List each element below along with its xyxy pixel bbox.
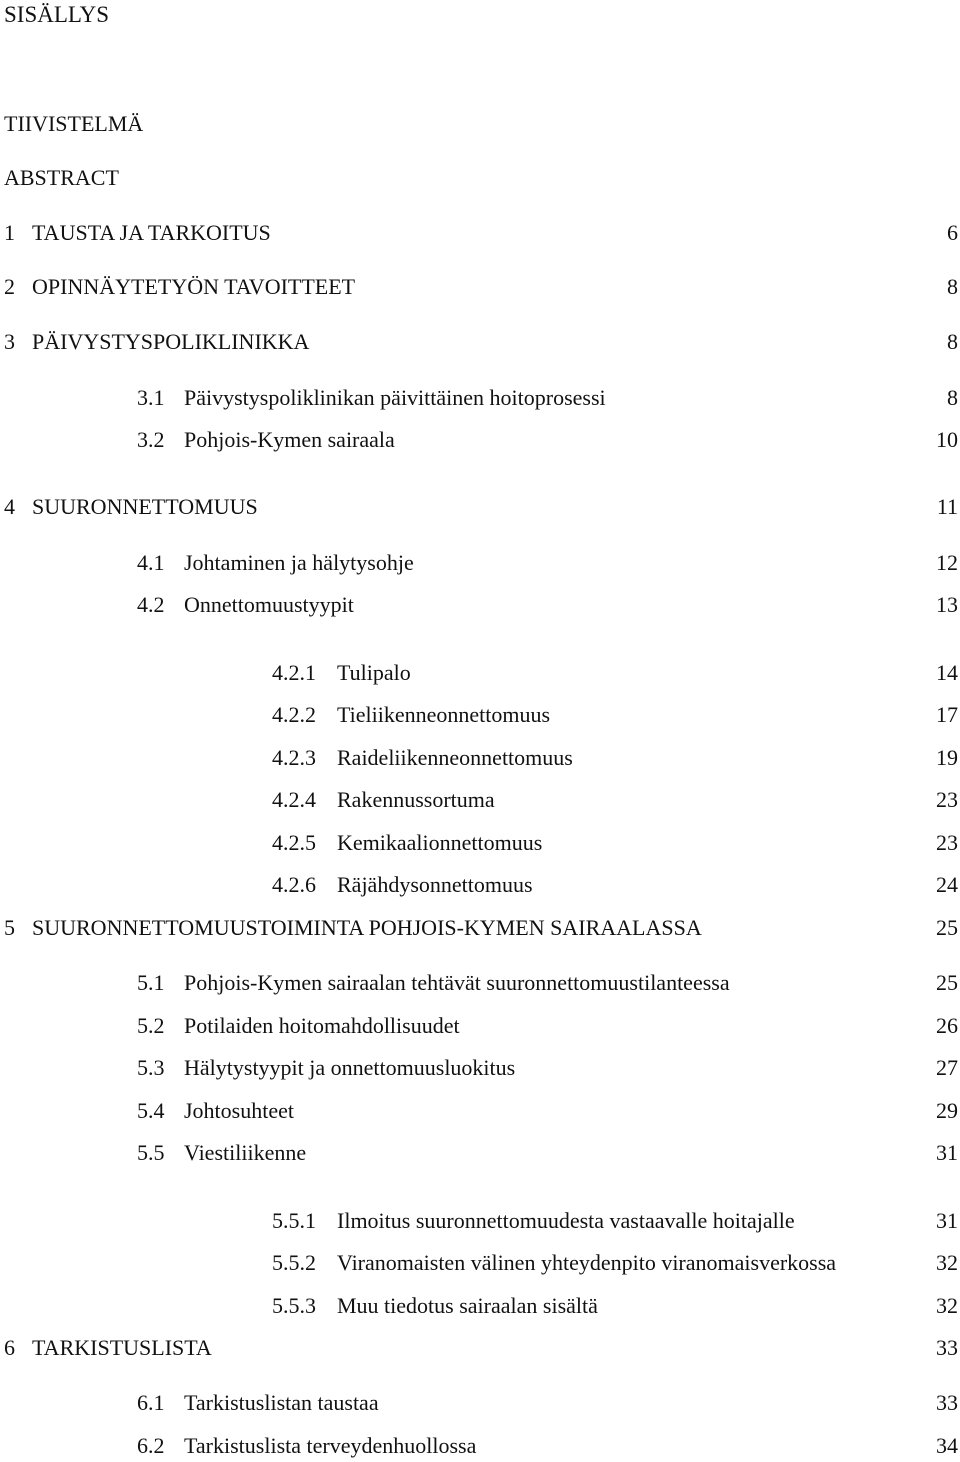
toc-entry-title: Ilmoitus suuronnettomuudesta vastaavalle hoitajalle	[337, 1208, 795, 1233]
toc-entry-page: 14	[936, 660, 958, 685]
toc-entry[interactable]	[0, 1431, 958, 1461]
toc-entry-title: Tarkistuslistan taustaa	[184, 1390, 379, 1415]
toc-entry-title: OPINNÄYTETYÖN TAVOITTEET	[32, 274, 356, 299]
toc-entry-page: 27	[936, 1055, 958, 1080]
toc-entry-number: 4.2.2	[272, 702, 316, 727]
toc-entry-page: 25	[936, 970, 958, 995]
toc-entry-title: TAUSTA JA TARKOITUS	[32, 220, 271, 245]
toc-entry[interactable]	[0, 1138, 958, 1168]
toc-entry-page: 25	[936, 915, 958, 940]
toc-entry-number: 5.5.1	[272, 1208, 316, 1233]
toc-entry-page: 24	[936, 872, 958, 897]
toc-entry[interactable]	[0, 548, 958, 578]
toc-heading: SISÄLLYS	[4, 2, 110, 27]
toc-entry-title: Muu tiedotus sairaalan sisältä	[337, 1293, 598, 1318]
toc-entry[interactable]	[0, 658, 958, 688]
toc-entry-page: 8	[947, 274, 958, 299]
toc-entry-number: 3.2	[137, 427, 165, 452]
toc-entry-title: SUURONNETTOMUUS	[32, 494, 258, 519]
toc-entry[interactable]	[0, 272, 958, 302]
toc-entry-number: 5.5.3	[272, 1293, 316, 1318]
toc-entry[interactable]	[0, 913, 958, 943]
toc-entry-number: 4.2.6	[272, 872, 316, 897]
toc-entry-title: TARKISTUSLISTA	[32, 1335, 212, 1360]
toc-entry-page: 32	[936, 1293, 958, 1318]
toc-entry-title: Johtaminen ja hälytysohje	[184, 550, 414, 575]
toc-entry[interactable]	[0, 218, 958, 248]
toc-entry-number: 5.3	[137, 1055, 165, 1080]
toc-entry[interactable]	[0, 1096, 958, 1126]
toc-entry-title: Tulipalo	[337, 660, 411, 685]
toc-entry-number: 6.2	[137, 1433, 165, 1458]
toc-entry[interactable]	[0, 1291, 958, 1321]
toc-entry-number: 5.2	[137, 1013, 165, 1038]
toc-entry-number: 4.1	[137, 550, 165, 575]
toc-entry-number: 3	[4, 329, 15, 354]
toc-entry-number: 4	[4, 494, 15, 519]
toc-entry[interactable]	[0, 1011, 958, 1041]
toc-entry[interactable]	[0, 1206, 958, 1236]
toc-entry[interactable]	[0, 1333, 958, 1363]
toc-entry-page: 17	[936, 702, 958, 727]
toc-entry-number: 4.2.5	[272, 830, 316, 855]
toc-entry-page: 8	[947, 385, 958, 410]
toc-entry-page: 33	[936, 1335, 958, 1360]
toc-entry-title: Onnettomuustyypit	[184, 592, 354, 617]
toc-entry-title: Päivystyspoliklinikan päivittäinen hoitoprosessi	[184, 385, 606, 410]
toc-entry[interactable]	[0, 425, 958, 455]
toc-entry-title: ABSTRACT	[4, 165, 119, 190]
toc-entry-title: Tieliikenneonnettomuus	[337, 702, 551, 727]
toc-entry-number: 4.2	[137, 592, 165, 617]
toc-entry-number: 1	[4, 220, 15, 245]
toc-entry[interactable]	[0, 163, 958, 193]
toc-entry-number: 5.5	[137, 1140, 165, 1165]
toc-entry-number: 5.4	[137, 1098, 165, 1123]
toc-entry-number: 2	[4, 274, 15, 299]
toc-entry[interactable]	[0, 1248, 958, 1278]
toc-entry-title: Johtosuhteet	[184, 1098, 294, 1123]
toc-entry[interactable]	[0, 1388, 958, 1418]
toc-entry-page: 12	[936, 550, 958, 575]
toc-entry-page: 32	[936, 1250, 958, 1275]
toc-entry-title: SUURONNETTOMUUSTOIMINTA POHJOIS-KYMEN SAIRAALASSA	[32, 915, 702, 940]
toc-entry[interactable]	[0, 383, 958, 413]
toc-entry-page: 23	[936, 830, 958, 855]
toc-entry-number: 3.1	[137, 385, 165, 410]
toc-entry-page: 31	[936, 1140, 958, 1165]
toc-entry[interactable]	[0, 700, 958, 730]
toc-entry[interactable]	[0, 743, 958, 773]
toc-entry-number: 4.2.4	[272, 787, 316, 812]
toc-entry[interactable]	[0, 109, 958, 139]
toc-entry[interactable]	[0, 492, 958, 522]
toc-entry-page: 10	[936, 427, 958, 452]
toc-entry-number: 5.5.2	[272, 1250, 316, 1275]
toc-entry-number: 5.1	[137, 970, 165, 995]
toc-entry-title: Pohjois-Kymen sairaala	[184, 427, 395, 452]
toc-entry-number: 5	[4, 915, 15, 940]
toc-entry[interactable]	[0, 870, 958, 900]
toc-entry[interactable]	[0, 1053, 958, 1083]
toc-entry-title: Hälytystyypit ja onnettomuusluokitus	[184, 1055, 516, 1080]
toc-entry-title: TIIVISTELMÄ	[4, 111, 144, 136]
toc-entry[interactable]	[0, 828, 958, 858]
toc-entry-page: 6	[947, 220, 958, 245]
toc-entry[interactable]	[0, 968, 958, 998]
toc-entry-page: 33	[936, 1390, 958, 1415]
toc-entry[interactable]	[0, 590, 958, 620]
toc-entry[interactable]	[0, 785, 958, 815]
toc-entry-number: 6.1	[137, 1390, 165, 1415]
toc-entry-title: Potilaiden hoitomahdollisuudet	[184, 1013, 460, 1038]
toc-entry-title: Pohjois-Kymen sairaalan tehtävät suuronnettomuustilanteessa	[184, 970, 730, 995]
toc-entry-page: 23	[936, 787, 958, 812]
toc-entry-title: Rakennussortuma	[337, 787, 495, 812]
toc-entry-number: 4.2.3	[272, 745, 316, 770]
toc-entry-title: Räjähdysonnettomuus	[337, 872, 533, 897]
toc-entry-title: Tarkistuslista terveydenhuollossa	[184, 1433, 477, 1458]
toc-entry-page: 31	[936, 1208, 958, 1233]
toc-entry-page: 8	[947, 329, 958, 354]
toc-entry-title: Raideliikenneonnettomuus	[337, 745, 573, 770]
toc-entry-page: 13	[936, 592, 958, 617]
toc-entry[interactable]	[0, 327, 958, 357]
toc-entry-number: 4.2.1	[272, 660, 316, 685]
toc-entry-title: Kemikaalionnettomuus	[337, 830, 543, 855]
toc-entry-page: 26	[936, 1013, 958, 1038]
toc-entry-page: 34	[936, 1433, 958, 1458]
toc-entry-page: 11	[936, 494, 958, 519]
toc-entry-title: Viestiliikenne	[184, 1140, 307, 1165]
toc-entry-title: PÄIVYSTYSPOLIKLINIKKA	[32, 329, 310, 354]
toc-entry-page: 29	[936, 1098, 958, 1123]
toc-entry-page: 19	[936, 745, 958, 770]
toc-entry-title: Viranomaisten välinen yhteydenpito viranomaisverkossa	[337, 1250, 837, 1275]
toc-entry-number: 6	[4, 1335, 15, 1360]
